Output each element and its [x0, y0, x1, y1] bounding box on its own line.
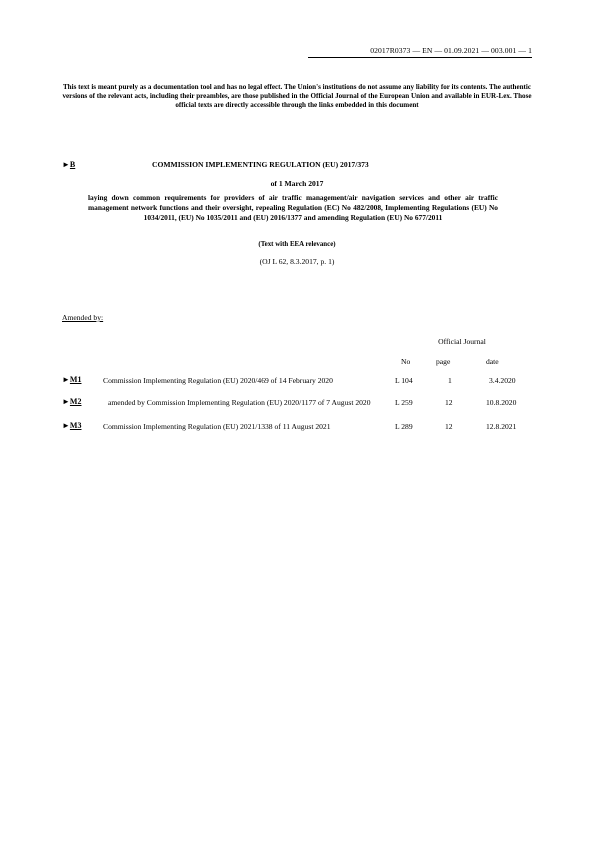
- amendment-link-m3[interactable]: M3: [69, 421, 82, 430]
- column-header-date: date: [486, 357, 499, 366]
- amendment-description: Commission Implementing Regulation (EU) 2020/469 of 14 February 2020: [103, 376, 333, 385]
- marker-arrow-icon: ►: [62, 421, 70, 430]
- marker-arrow-icon: ►: [62, 397, 70, 406]
- regulation-subtitle: laying down common requirements for providers of air traffic management/air navigation services and other air traffic management network functions and their oversight, repealing Regulation (EC) No 482/2008, Implementing Regulations (EU) No 1034/2011, (EU) No 1035/2011 and (EU) 2016/1377 and amending Regulation (EU) No 677/2011: [88, 193, 498, 222]
- amendment-link-m2[interactable]: M2: [69, 397, 82, 406]
- base-act-link[interactable]: B: [69, 160, 76, 169]
- amendment-marker-m2[interactable]: [62, 397, 81, 406]
- eea-relevance: (Text with EEA relevance): [258, 241, 336, 248]
- column-header-no: No: [401, 357, 411, 366]
- oj-reference: (OJ L 62, 8.3.2017, p. 1): [259, 257, 335, 266]
- regulation-date: of 1 March 2017: [270, 179, 324, 188]
- amendment-oj-page: 12: [445, 422, 453, 431]
- regulation-title: COMMISSION IMPLEMENTING REGULATION (EU) 2017/373: [152, 160, 369, 169]
- amendment-description: Commission Implementing Regulation (EU) 2021/1338 of 11 August 2021: [103, 422, 331, 431]
- header-rule: [308, 57, 532, 58]
- amendment-oj-no: L 104: [395, 376, 413, 385]
- marker-arrow-icon: ►: [62, 160, 70, 169]
- amendment-link-m1[interactable]: M1: [69, 375, 82, 384]
- amended-by-heading: Amended by:: [62, 313, 104, 322]
- amendment-oj-page: 12: [445, 398, 453, 407]
- amendment-oj-no: L 289: [395, 422, 413, 431]
- disclaimer-text: This text is meant purely as a documentation tool and has no legal effect. The Union's institutions do not assume any liability for its contents. The authentic versions of the relevant acts, including their preambles, are those published in the Official Journal of the European Union and available in EUR-Lex. Those official texts are directly accessible through the links embedded in this document: [62, 83, 532, 110]
- amendment-oj-date: 12.8.2021: [486, 422, 517, 431]
- amendment-marker-m3[interactable]: [62, 421, 81, 430]
- amendment-oj-date: 10.8.2020: [486, 398, 517, 407]
- column-header-page: page: [436, 357, 451, 366]
- base-act-marker[interactable]: [62, 160, 75, 169]
- amendment-oj-page: 1: [448, 376, 452, 385]
- document-reference: 02017R0373 — EN — 01.09.2021 — 003.001 — 1: [370, 46, 532, 55]
- amendment-marker-m1[interactable]: [62, 375, 81, 384]
- official-journal-heading: Official Journal: [438, 337, 486, 346]
- amendment-oj-date: 3.4.2020: [489, 376, 516, 385]
- amendment-oj-no: L 259: [395, 398, 413, 407]
- marker-arrow-icon: ►: [62, 375, 70, 384]
- amendment-description: amended by Commission Implementing Regulation (EU) 2020/1177 of 7 August 2020: [108, 398, 371, 407]
